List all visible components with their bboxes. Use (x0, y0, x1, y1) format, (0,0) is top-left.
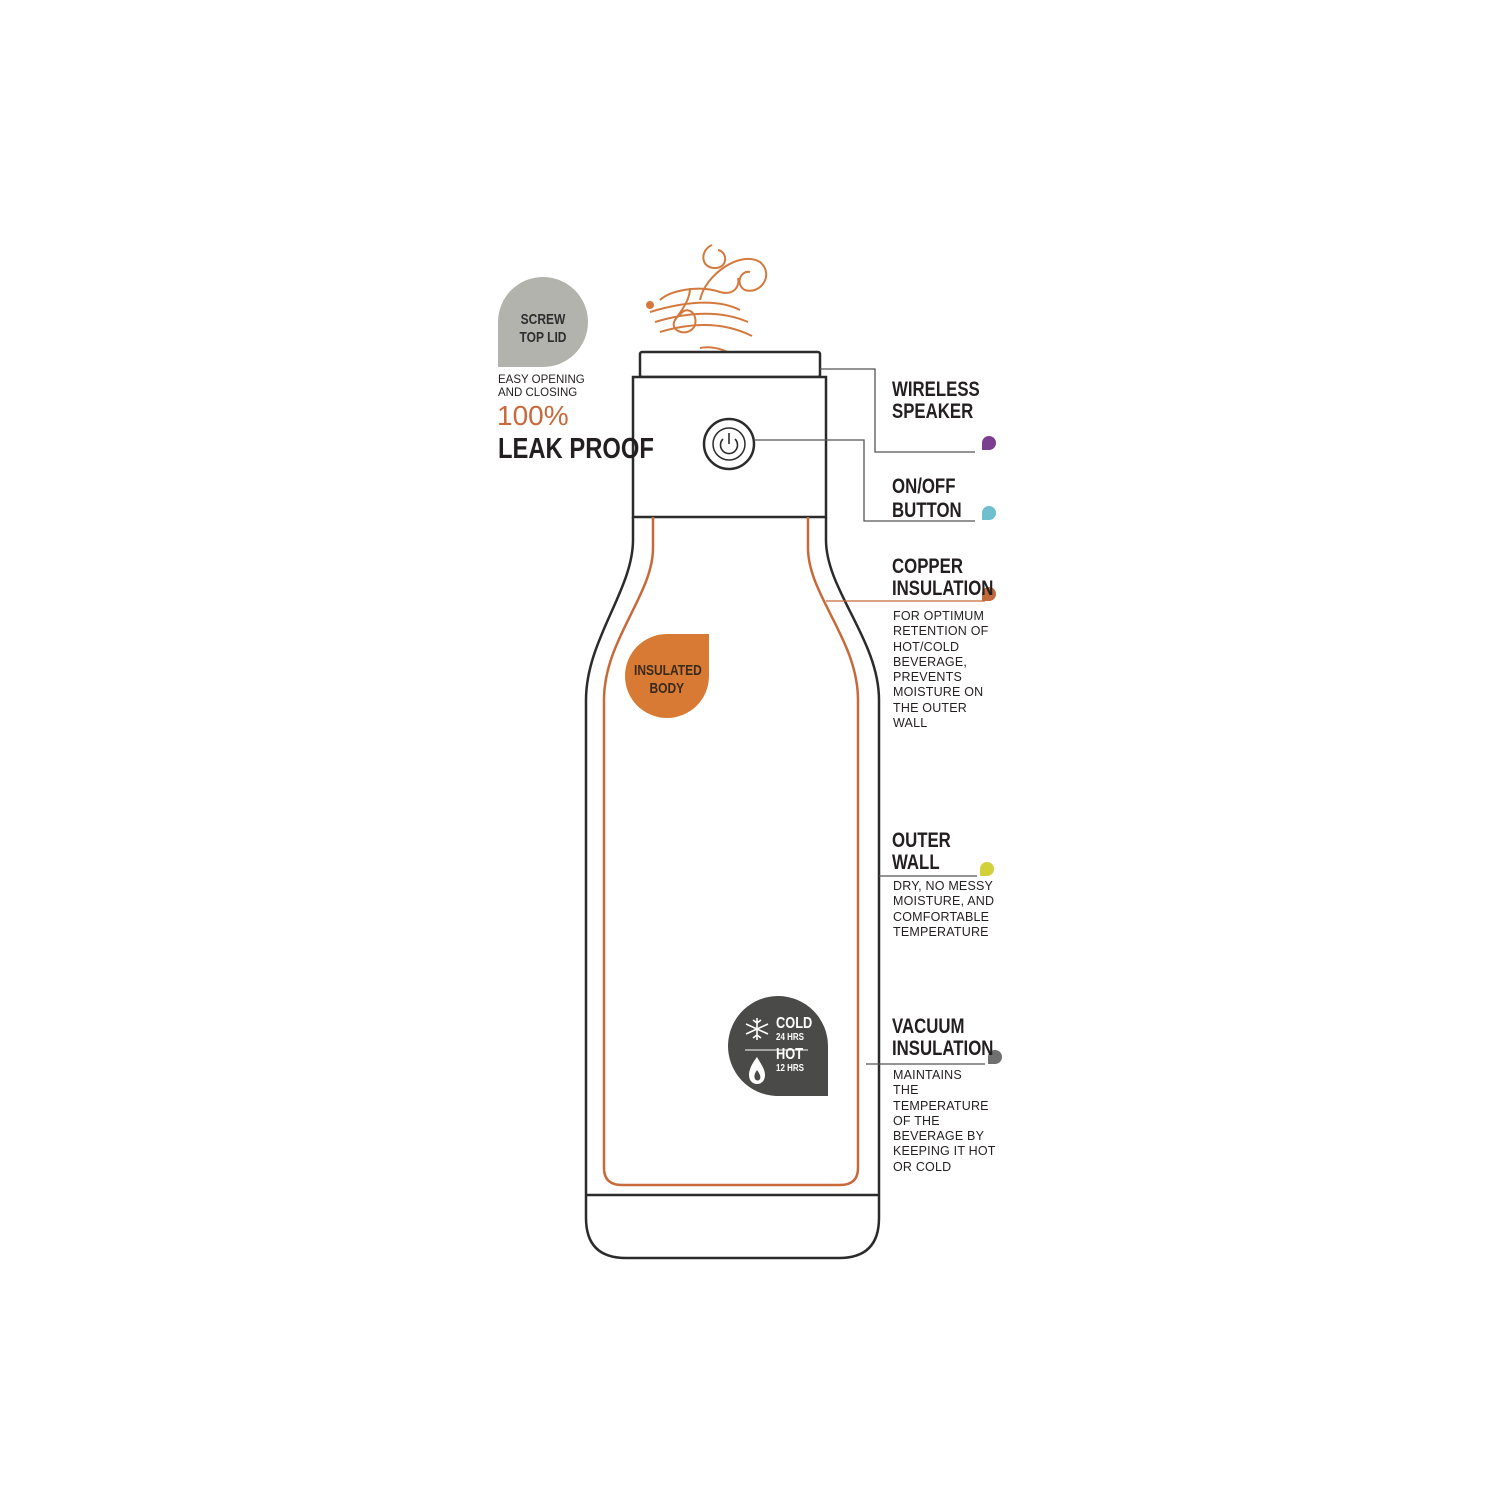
feature-desc-line: HOT/COLD (893, 639, 960, 654)
hot-hours: 12 HRS (776, 1063, 805, 1074)
feature-title-line1: COPPER (892, 555, 963, 578)
lid-subtitle (498, 374, 628, 399)
feature-desc-line: THE OUTER (893, 700, 968, 715)
cold-label: COLD (776, 1015, 813, 1032)
feature-desc-line: BEVERAGE BY (893, 1129, 985, 1144)
insulated-body-line2: BODY (649, 680, 685, 697)
lid-drop-line1: SCREW (520, 311, 566, 328)
feature-vacuum-insulation-title (892, 1016, 1020, 1060)
feature-title-line2: INSULATION (892, 577, 994, 600)
feature-desc-line: TEMPERATURE (893, 924, 989, 939)
feature-desc-line: MAINTAINS (893, 1068, 962, 1082)
feature-outer-wall-title (892, 830, 1020, 874)
feature-desc-line: KEEPING IT HOT (893, 1144, 996, 1159)
feature-desc-line: WALL (893, 716, 928, 731)
hot-label: HOT (776, 1046, 804, 1063)
feature-copper-insulation-title (892, 556, 1020, 600)
feature-desc-line: PREVENTS (893, 670, 962, 685)
feature-desc-line: MOISTURE, AND (893, 894, 995, 909)
leak-proof-headline: LEAK PROOF (498, 433, 654, 465)
feature-desc-line: MOISTURE ON (893, 685, 984, 700)
feature-title-line2: BUTTON (892, 499, 962, 522)
lid-subtitle-line2: AND CLOSING (498, 386, 578, 399)
feature-title-line1: VACUUM (892, 1015, 965, 1038)
bottle-outline (586, 517, 879, 1258)
feature-desc-line: DRY, NO MESSY (893, 879, 994, 893)
insulated-body-label (634, 662, 700, 698)
lid-subtitle-line1: EASY OPENING (498, 374, 585, 386)
feature-title-line2: INSULATION (892, 1037, 994, 1060)
power-icon (704, 419, 754, 469)
feature-desc-line: OR COLD (893, 1159, 952, 1174)
feature-desc-line: TEMPERATURE (893, 1098, 989, 1113)
feature-vacuum-insulation-desc (893, 1068, 1011, 1175)
cold-hours: 24 HRS (776, 1032, 805, 1043)
feature-copper-insulation-desc (893, 609, 1011, 731)
feature-outer-wall-desc (893, 879, 1011, 940)
lid-drop-label (513, 311, 573, 347)
feature-wireless-speaker-title (892, 379, 1020, 423)
insulated-body-line1: INSULATED (634, 662, 702, 679)
feature-title-line1: ON/OFF (892, 475, 956, 498)
temp-badge-text (776, 1016, 821, 1074)
lid-drop-line2: TOP LID (519, 329, 567, 346)
feature-desc-line: THE (893, 1083, 919, 1098)
feature-title-line1: OUTER (892, 829, 951, 852)
feature-desc-line: BEVERAGE, (893, 654, 968, 669)
leak-proof-percent: 100% (497, 400, 569, 431)
feature-title-line2: SPEAKER (892, 400, 974, 423)
lid-cap (640, 352, 820, 377)
feature-desc-line: OF THE (893, 1113, 940, 1128)
feature-title-line1: WIRELESS (892, 378, 980, 401)
feature-desc-line: RETENTION OF (893, 624, 989, 639)
feature-desc-line: FOR OPTIMUM (893, 609, 985, 623)
feature-title-line2: WALL (892, 851, 940, 874)
speaker-dot (982, 436, 996, 450)
feature-on-off-button-title (892, 476, 1020, 522)
feature-desc-line: COMFORTABLE (893, 909, 990, 924)
